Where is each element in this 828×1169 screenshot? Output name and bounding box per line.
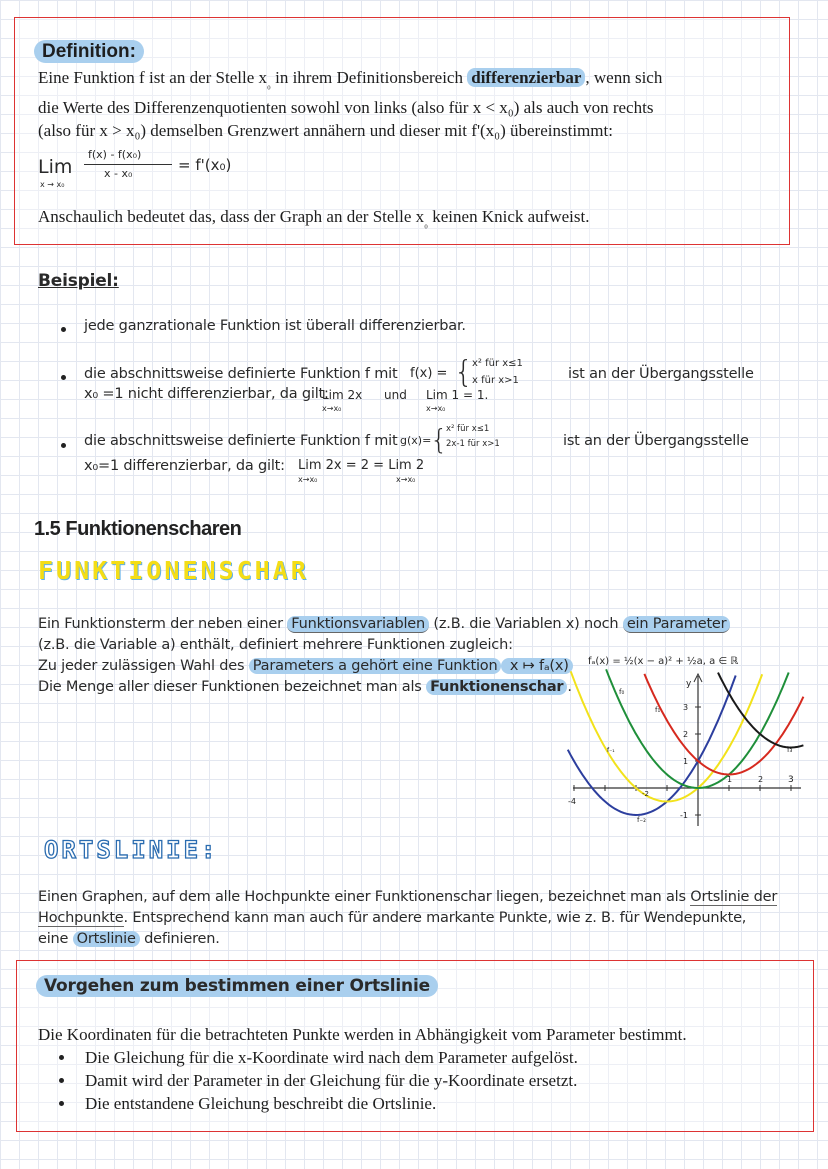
bullet bbox=[61, 443, 66, 448]
derivative-formula: Lim x → x₀ f(x) - f(x₀) x - x₀ = f'(x₀) bbox=[38, 148, 232, 189]
beispiel-item-3-line2: x₀=1 differenzierbar, da gilt: bbox=[84, 458, 285, 474]
beispiel-item-3-tail: ist an der Übergangsstelle bbox=[563, 433, 749, 449]
parabola-a3 bbox=[718, 673, 803, 748]
vorgehen-intro: Die Koordinaten für die betrachteten Punkte werden in Abhängigkeit vom Parameter bestimmt. bbox=[38, 1025, 687, 1044]
definition-title: Definition: bbox=[34, 40, 144, 63]
bullet bbox=[59, 1055, 64, 1060]
y-tick-label: 2 bbox=[683, 730, 689, 739]
y-axis-label: y bbox=[686, 679, 692, 689]
section-title: 1.5 Funktionenscharen bbox=[34, 518, 242, 540]
parabola-a-1 bbox=[571, 671, 763, 801]
vorgehen-step-2: Damit wird der Parameter in der Gleichung für die y-Koordinate ersetzt. bbox=[85, 1071, 578, 1090]
definition-text: Eine Funktion f ist an der Stelle $x_{_0}$ in ihrem Definitionsbereich differenzierbar , wenn sich die Werte des Differenzenquotienten sowohl von links (also für x < x₀) als auch von rechts (also für x > x₀) demselben Grenzwert annähern und dieser mit f'(x₀) übereinstimmt: bbox=[38, 68, 663, 141]
vorgehen-step-3: Die entstandene Gleichung beschreibt die Ortslinie. bbox=[85, 1094, 437, 1113]
curve-label-fm2: f₋₂ bbox=[637, 816, 646, 824]
ortslinie-title: ORTSLINIE: bbox=[44, 836, 219, 864]
funktionenschar-text: Ein Funktionsterm der neben einer Funktionsvariablen (z.B. die Variablen x) noch ein Parameter (z.B. die Variable a) enthält, definiert mehrere Funktionen zugleich: Zu jeder zulässigen Wahl des Parameters a gehört eine Funktion x ↦ fₐ(x) Die Menge aller dieser Funktionen bezeichnet man als Funktionenschar . bbox=[38, 614, 738, 698]
bullet bbox=[59, 1101, 64, 1106]
family-formula: fₐ(x) = ½(x − a)² + ½a, a ∈ ℝ bbox=[588, 656, 739, 667]
curve-label-f3: f₃ bbox=[787, 746, 793, 754]
function-family-graph bbox=[565, 668, 805, 828]
beispiel-item-2-tail: ist an der Übergangsstelle bbox=[568, 366, 754, 382]
piecewise-f: f(x) = { x² für x≤1 x für x>1 bbox=[410, 355, 523, 390]
vorgehen-title: Vorgehen zum bestimmen einer Ortslinie bbox=[36, 976, 438, 996]
parabola-a-2 bbox=[568, 676, 736, 816]
curve-label-f0: f₀ bbox=[619, 688, 625, 696]
x-tick-label: 1 bbox=[727, 775, 733, 784]
beispiel-item-1: jede ganzrationale Funktion ist überall differenzierbar. bbox=[84, 318, 466, 334]
bullet bbox=[61, 327, 66, 332]
y-tick-label: 3 bbox=[683, 703, 689, 712]
beispiel-item-2-line2: x₀ =1 nicht differenzierbar, da gilt: bbox=[84, 386, 329, 402]
limit-expressions: Lim 2x x→x₀ und Lim 1 = 1. x→x₀ bbox=[322, 388, 489, 413]
x-tick-label: -2 bbox=[642, 790, 649, 798]
limit-equation: Lim 2x = 2 = Lim 2 x→x₀ x→x₀ bbox=[298, 458, 425, 484]
x-tick-label: 2 bbox=[758, 775, 764, 784]
beispiel-title: Beispiel: bbox=[38, 271, 119, 291]
beispiel-item-2: die abschnittsweise definierte Funktion f mit bbox=[84, 366, 398, 382]
curve-label-fm1: f₋₁ bbox=[607, 747, 615, 754]
curve-label-f1: f₁ bbox=[655, 706, 661, 714]
piecewise-g: g(x)= { x² für x≤1 2x-1 für x>1 bbox=[400, 423, 500, 456]
y-tick-label: -1 bbox=[680, 811, 688, 820]
funktionenschar-title: FUNKTIONENSCHAR bbox=[38, 556, 309, 585]
parabola-a1 bbox=[644, 674, 803, 775]
vorgehen-step-1: Die Gleichung für die x-Koordinate wird nach dem Parameter aufgelöst. bbox=[85, 1048, 578, 1067]
x-tick-label: 3 bbox=[788, 775, 794, 785]
beispiel-item-3: die abschnittsweise definierte Funktion f mit bbox=[84, 433, 398, 449]
ortslinie-text: Einen Graphen, auf dem alle Hochpunkte einer Funktionenschar liegen, bezeichnet man als Ortslinie der Hochpunkte. Entsprechend kann man auch für andere markante Punkte, wie z. B. für Wendepunkte, eine Ortslinie definieren. bbox=[38, 889, 778, 947]
bullet bbox=[59, 1078, 64, 1083]
x-tick-label: -4 bbox=[568, 797, 576, 806]
y-tick-label: 1 bbox=[683, 757, 689, 766]
bullet bbox=[61, 375, 66, 380]
definition-closing: Anschaulich bedeutet das, dass der Graph an der Stelle $x_{_0}$ keinen Knick aufweist. bbox=[38, 207, 590, 230]
